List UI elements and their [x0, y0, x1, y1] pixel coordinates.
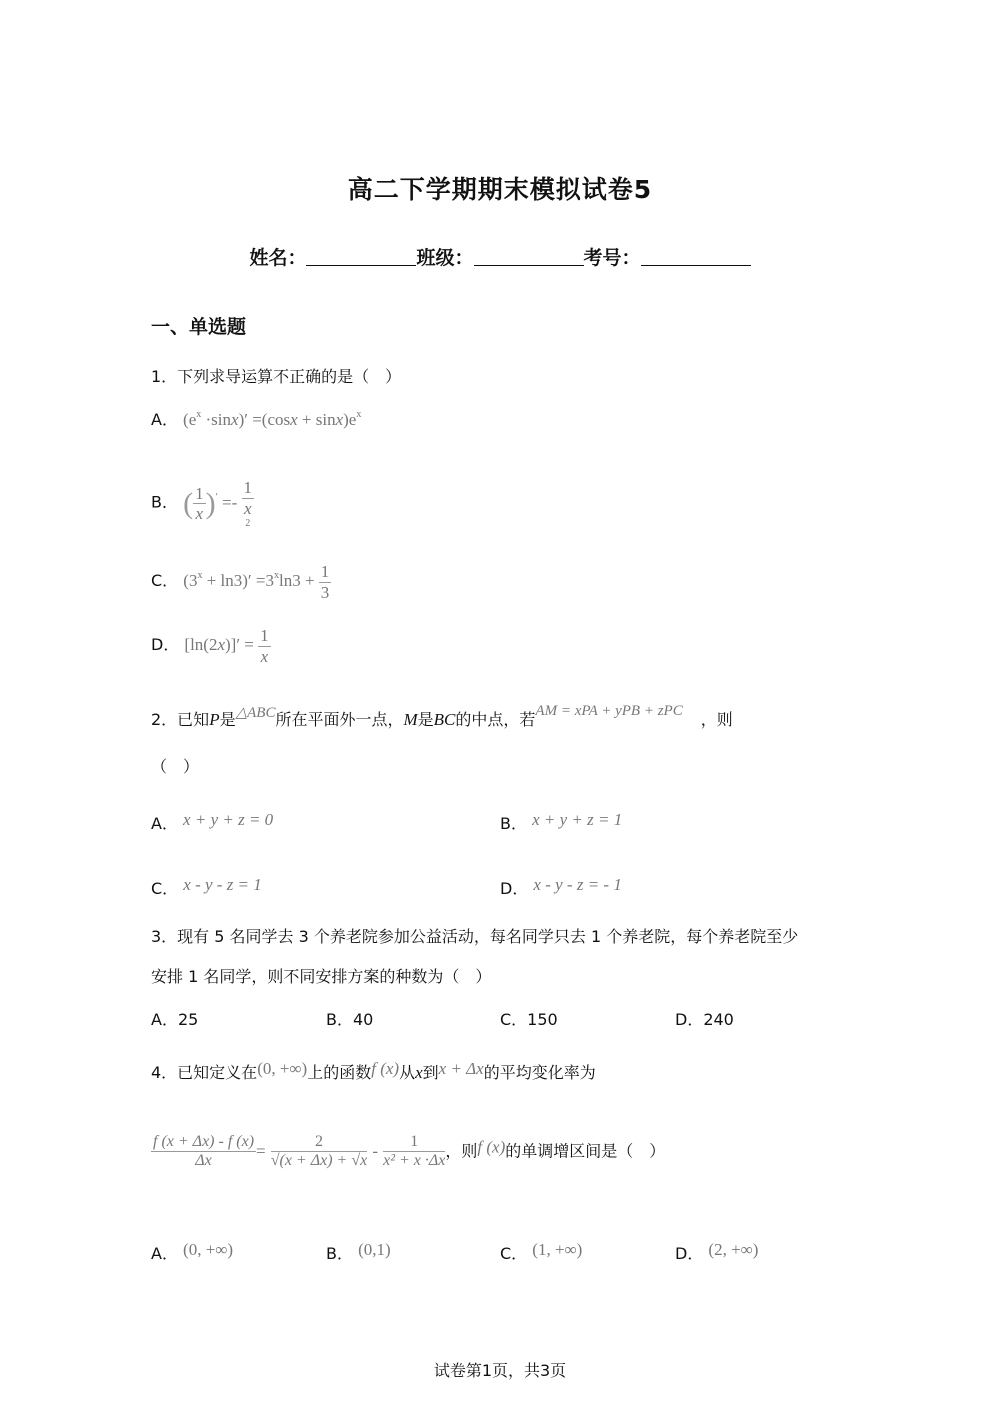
class-label: 班级：: [416, 247, 474, 269]
option-label: B．: [326, 1244, 353, 1263]
q4-text: 上的函数: [307, 1063, 372, 1082]
student-info-line: [0, 243, 1000, 270]
question-2-option-b: [500, 810, 622, 834]
q2-triangle: △ABC: [235, 705, 276, 721]
question-4-option-c: [500, 1240, 582, 1264]
q2-m: M: [403, 710, 418, 729]
q2-p: P: [209, 710, 220, 729]
question-1-option-b: [151, 478, 254, 530]
q4-domain: (0, +∞): [257, 1059, 308, 1078]
q2-text: ，则: [700, 710, 733, 729]
fraction-denominator: Δx: [195, 1152, 212, 1170]
q4-text: 从: [399, 1063, 416, 1082]
q4-text: 的单调增区间是（ ）: [505, 1141, 666, 1161]
option-label: D．: [151, 634, 180, 654]
fraction-numerator: 1: [383, 1133, 445, 1152]
question-2-option-a: [151, 810, 273, 834]
question-3-line-1: 3．现有 5 名同学去 3 个养老院参加公益活动，每名同学只去 1 个养老院，每个养老院至少: [151, 927, 799, 946]
option-label: C．: [151, 570, 179, 590]
q2-text: 的中点，若: [455, 710, 536, 729]
question-2-paren: （ ）: [151, 757, 200, 776]
q4-x: x: [415, 1063, 423, 1082]
option-label: C．: [500, 1244, 528, 1263]
formula-a: $(e^x \cdot\sin x)' =(\cos x + \sin x)e^x$: [183, 409, 362, 429]
option-formula: x - y - z = 1: [183, 875, 262, 894]
option-label: D．: [675, 1244, 704, 1263]
q2-text: 是: [417, 710, 434, 729]
fraction-two: [271, 1133, 368, 1171]
question-3-option-d: D．240: [675, 1010, 734, 1029]
option-formula: x + y + z = 1: [532, 810, 623, 829]
page-footer: 试卷第1页，共3页: [433, 1361, 567, 1380]
q4-function: f (x): [371, 1059, 400, 1078]
option-label: D．: [500, 879, 529, 898]
question-3-option-c: C．150: [500, 1010, 558, 1029]
question-1-option-a: [151, 410, 361, 428]
name-label: 姓名：: [249, 247, 307, 269]
formula-b: ( $\frac{1}{x}$ )′ =- 1 x 2: [183, 478, 253, 530]
question-1-stem: 1．下列求导运算不正确的是（ ）: [151, 367, 402, 386]
class-blank: [474, 247, 584, 266]
fraction-one: [383, 1133, 445, 1171]
q2-text: 是: [219, 710, 236, 729]
question-4-formula-line: [151, 1133, 665, 1171]
option-label: A．: [151, 410, 178, 429]
q4-text: 的平均变化率为: [483, 1063, 596, 1082]
minus-sign: -: [372, 1141, 378, 1161]
option-formula: (0,1): [358, 1240, 391, 1259]
question-2-option-c: [151, 875, 262, 899]
id-label: 考号：: [583, 247, 641, 269]
section-heading: 一、单选题: [151, 316, 247, 338]
question-1-option-c: [151, 562, 331, 602]
q4-text: ，则: [445, 1141, 478, 1161]
q4-text: 到: [422, 1063, 439, 1082]
option-formula: (2, +∞): [708, 1240, 759, 1259]
option-label: B．: [500, 814, 527, 833]
fraction-denominator: x² + x ·Δx: [383, 1152, 446, 1170]
q2-text: 所在平面外一点，: [275, 710, 404, 729]
q2-bc: BC: [433, 710, 456, 729]
option-label: C．: [151, 879, 179, 898]
option-formula: (0, +∞): [183, 1240, 234, 1259]
option-formula: (1, +∞): [532, 1240, 583, 1259]
question-4-option-b: [326, 1240, 391, 1264]
fraction-denominator: √(x + Δx) + √x: [270, 1152, 368, 1170]
difference-quotient: [151, 1133, 256, 1171]
question-2-option-d: [500, 875, 622, 899]
q2-vector-equation: AM = xPA + yPB + zPC: [535, 703, 683, 719]
question-4-option-a: [151, 1240, 233, 1264]
equals-sign: =: [256, 1141, 266, 1161]
option-label: A．: [151, 814, 178, 833]
question-4-stem: [151, 1060, 596, 1081]
q4-text: 4．已知定义在: [151, 1063, 258, 1082]
question-3-option-b: B．40: [326, 1010, 374, 1029]
fraction-numerator: f (x + Δx) - f (x): [151, 1133, 256, 1152]
option-label: A．: [151, 1244, 178, 1263]
name-blank: [306, 247, 416, 266]
id-blank: [641, 247, 751, 266]
fraction-numerator: 2: [271, 1133, 368, 1152]
question-3-line-2: 安排 1 名同学，则不同安排方案的种数为（ ）: [151, 967, 492, 986]
formula-c: $(3^x + \ln 3)' =3^x\ln 3$ + $\frac{1}{3}$: [183, 562, 330, 602]
option-formula: x + y + z = 0: [183, 810, 274, 829]
question-4-option-d: [675, 1240, 758, 1264]
page-title: 高二下学期期末模拟试卷5: [347, 175, 653, 204]
formula-d: [ln(2x)]′ = $\frac{1}{x}$: [184, 626, 269, 666]
question-2-stem: [151, 704, 733, 728]
q2-text: 2．已知: [151, 710, 210, 729]
question-3-option-a: A．25: [151, 1010, 199, 1029]
option-label: B．: [151, 492, 178, 512]
question-1-option-d: [151, 626, 271, 666]
option-formula: x - y - z = - 1: [533, 875, 622, 894]
q4-function: f (x): [477, 1137, 506, 1157]
q4-x-plus-dx: x + Δx: [438, 1059, 484, 1078]
